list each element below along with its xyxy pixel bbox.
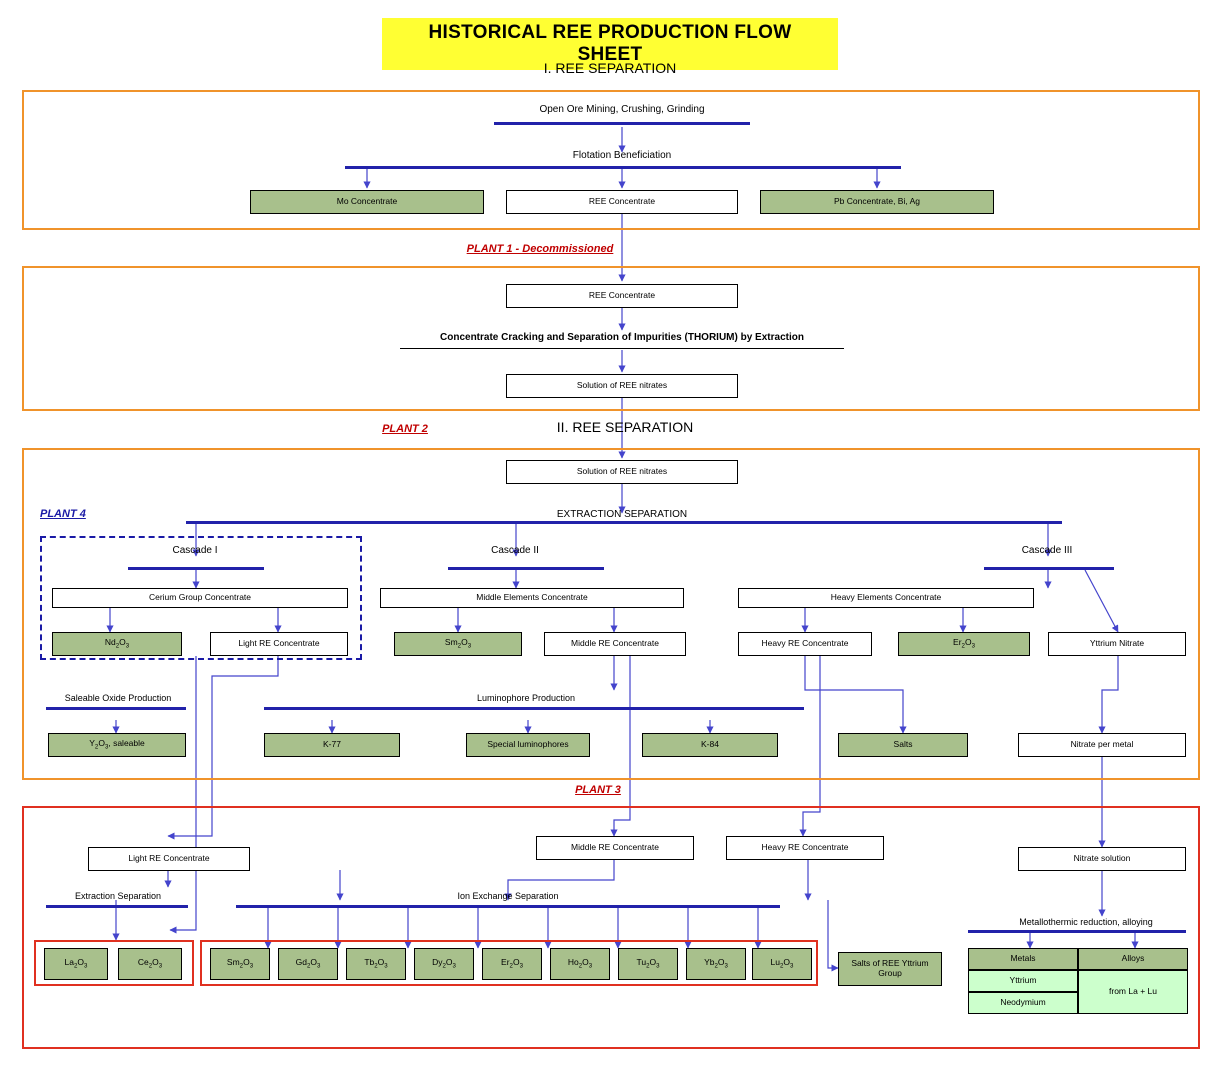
metallothermic-rule — [968, 930, 1186, 933]
extraction-separation-label: EXTRACTION SEPARATION — [556, 509, 688, 520]
sm2o3-label: $Sm_2O_3$ — [444, 637, 472, 650]
er2o3-label: $Er_2O_3$ — [953, 637, 975, 650]
box-pb-concentrate: Pb Concentrate, Bi, Ag — [760, 190, 994, 214]
cascade-3-label: Cascade III — [1021, 545, 1073, 556]
cascade-2-label: Cascade II — [491, 545, 539, 556]
ho2o3-label: $Ho_2O_3$ — [567, 957, 593, 970]
box-sm2o3-cascade2 — [394, 632, 522, 656]
cascade-3-rule — [984, 567, 1114, 570]
box-tu2o3 — [618, 948, 678, 980]
box-middle-re-concentrate-1: Middle RE Concentrate — [544, 632, 686, 656]
box-sm2o3-ion — [210, 948, 270, 980]
box-k84: K-84 — [642, 733, 778, 757]
box-dy2o3 — [414, 948, 474, 980]
box-middle-elements-concentrate: Middle Elements Concentrate — [380, 588, 684, 608]
box-nd2o3 — [52, 632, 182, 656]
box-metals-header: Metals — [968, 948, 1078, 970]
box-y2o3-saleable — [48, 733, 186, 757]
cascade-1-label: Cascade I — [172, 545, 218, 556]
tu2o3-label: $Tu_2O_3$ — [636, 957, 660, 970]
metallothermic-label: Metallothermic reduction, alloying — [1019, 917, 1153, 927]
cracking-label: Concentrate Cracking and Separation of Impurities (THORIUM) by Extraction — [440, 332, 804, 343]
box-nitrate-per-metal: Nitrate per metal — [1018, 733, 1186, 757]
section-title-1: I. REE SEPARATION — [543, 60, 677, 76]
lu2o3-label: $Lu_2O_3$ — [770, 957, 794, 970]
gd2o3-label: $Gd_2O_3$ — [295, 957, 321, 970]
box-alloys-header: Alloys — [1078, 948, 1188, 970]
box-metal-yttrium: Yttrium — [968, 970, 1078, 992]
box-ree-concentrate-2: REE Concentrate — [506, 284, 738, 308]
nd2o3-label: $Nd_2O_3$ — [104, 637, 130, 650]
box-heavy-re-concentrate-1: Heavy RE Concentrate — [738, 632, 872, 656]
section-title-2: II. REE SEPARATION — [556, 419, 694, 435]
ce2o3-label: $Ce_2O_3$ — [137, 957, 163, 970]
ion-exchange-label: Ion Exchange Separation — [457, 891, 559, 901]
box-ce2o3 — [118, 948, 182, 980]
box-solution-ree-nitrates-1: Solution of REE nitrates — [506, 374, 738, 398]
saleable-oxide-label: Saleable Oxide Production — [64, 693, 172, 703]
cascade-1-rule — [128, 567, 264, 570]
box-alloy-la-lu: from La + Lu — [1078, 970, 1188, 1014]
box-light-re-concentrate-1: Light RE Concentrate — [210, 632, 348, 656]
box-salts-of-ree-yttrium-group: Salts of REE Yttrium Group — [838, 952, 942, 986]
tb2o3-label: $Tb_2O_3$ — [364, 957, 388, 970]
page-title: HISTORICAL REE PRODUCTION FLOW SHEET — [382, 18, 838, 70]
plant-3-label: PLANT 3 — [575, 784, 621, 796]
box-er2o3-cascade3 — [898, 632, 1030, 656]
luminophore-rule — [264, 707, 804, 710]
box-yb2o3 — [686, 948, 746, 980]
dy2o3-label: $Dy_2O_3$ — [432, 957, 456, 970]
plant-4-label: PLANT 4 — [40, 508, 86, 520]
flotation-rule — [345, 166, 901, 169]
box-salts: Salts — [838, 733, 968, 757]
box-ho2o3 — [550, 948, 610, 980]
cracking-rule — [400, 348, 844, 349]
y2o3-label: $Y_2O_3$, saleable — [89, 738, 145, 751]
box-lu2o3 — [752, 948, 812, 980]
box-ree-concentrate-1: REE Concentrate — [506, 190, 738, 214]
box-la2o3 — [44, 948, 108, 980]
la2o3-label: $La_2O_3$ — [64, 957, 88, 970]
mining-rule — [494, 122, 750, 125]
extraction-rule — [186, 521, 1062, 524]
yb2o3-label: $Yb_2O_3$ — [704, 957, 728, 970]
cascade-2-rule — [448, 567, 604, 570]
plant-2-label: PLANT 2 — [382, 423, 428, 435]
er2o3-ion-label: $Er_2O_3$ — [501, 957, 523, 970]
box-heavy-elements-concentrate: Heavy Elements Concentrate — [738, 588, 1034, 608]
luminophore-label: Luminophore Production — [476, 693, 576, 703]
box-solution-ree-nitrates-2: Solution of REE nitrates — [506, 460, 738, 484]
box-yttrium-nitrate: Yttrium Nitrate — [1048, 632, 1186, 656]
box-heavy-re-concentrate-2: Heavy RE Concentrate — [726, 836, 884, 860]
box-cerium-group-concentrate: Cerium Group Concentrate — [52, 588, 348, 608]
box-special-luminophores: Special luminophores — [466, 733, 590, 757]
box-light-re-concentrate-2: Light RE Concentrate — [88, 847, 250, 871]
flotation-label: Flotation Beneficiation — [572, 150, 672, 161]
box-gd2o3 — [278, 948, 338, 980]
box-mo-concentrate: Mo Concentrate — [250, 190, 484, 214]
extraction-separation-2-label: Extraction Separation — [74, 891, 162, 901]
box-nitrate-solution: Nitrate solution — [1018, 847, 1186, 871]
ion-exchange-rule — [236, 905, 780, 908]
box-k77: K-77 — [264, 733, 400, 757]
box-tb2o3 — [346, 948, 406, 980]
plant-1-label: PLANT 1 - Decommissioned — [466, 243, 614, 255]
extraction-separation-2-rule — [46, 905, 188, 908]
box-er2o3-ion — [482, 948, 542, 980]
box-metal-neodymium: Neodymium — [968, 992, 1078, 1014]
sm2o3-ion-label: $Sm_2O_3$ — [226, 957, 254, 970]
box-middle-re-concentrate-2: Middle RE Concentrate — [536, 836, 694, 860]
mining-label: Open Ore Mining, Crushing, Grinding — [539, 104, 705, 115]
saleable-oxide-rule — [46, 707, 186, 710]
